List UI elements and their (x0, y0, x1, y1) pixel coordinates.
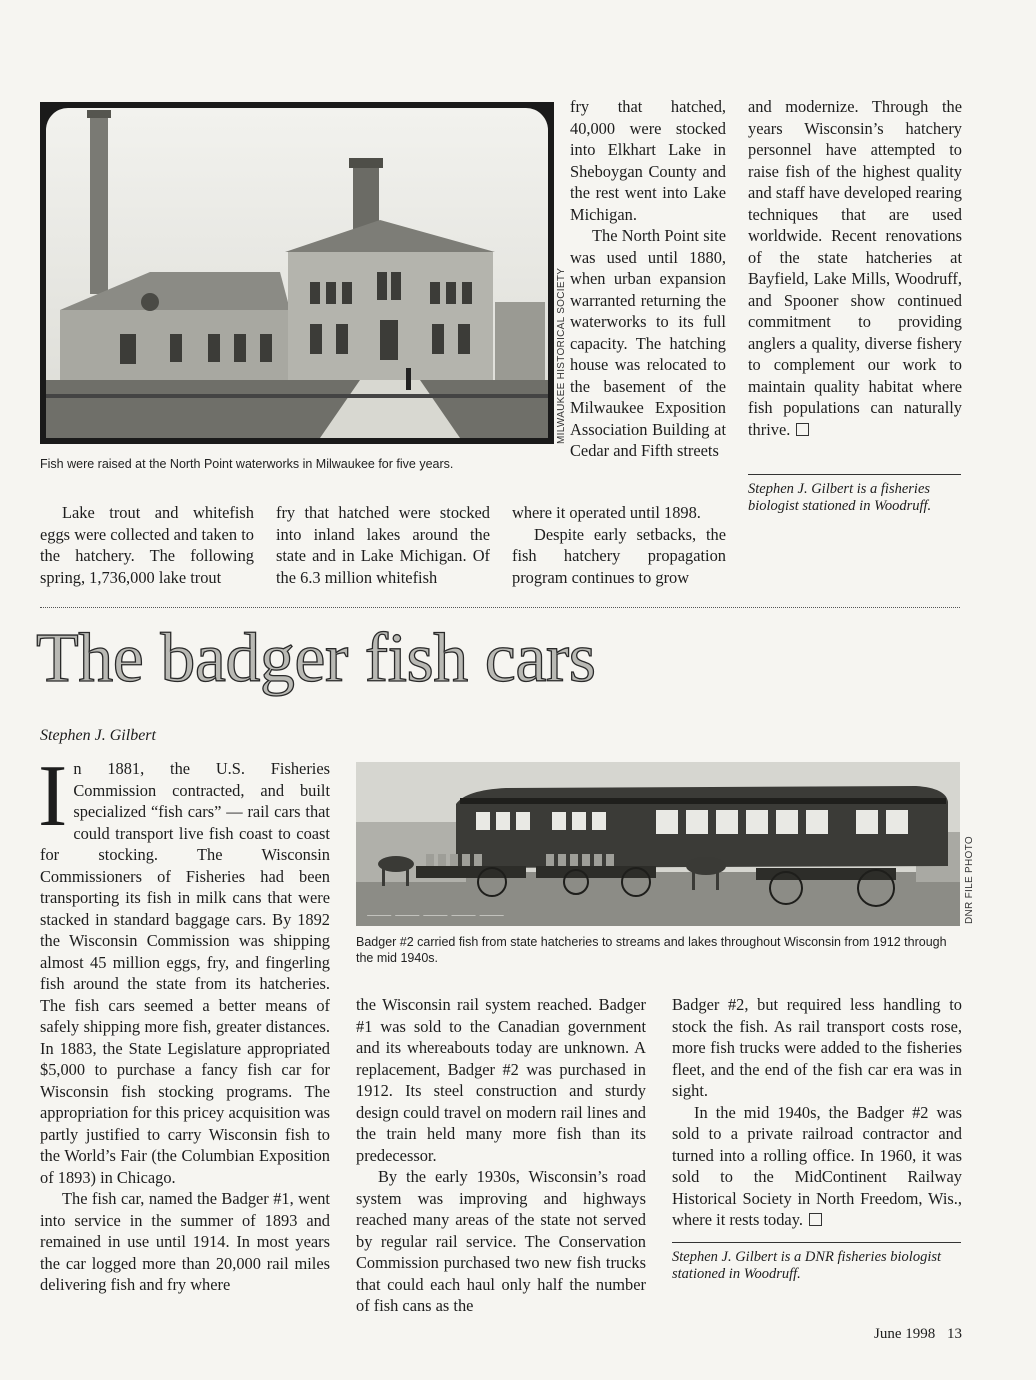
author-note: Stephen J. Gilbert is a DNR fisheries biologist stationed in Woodruff. (672, 1249, 942, 1282)
paragraph: the Wisconsin rail system reached. Badger #1 was sold to the Canadian government and its whereabouts today are unknown. A replacement, Badger #2 was purchased in 1912. Its steel construction and sturdy design could travel on modern rail lines and the train held many more fish than its predecessor. (356, 995, 646, 1165)
page-footer (820, 1326, 962, 1343)
badger-car-photo (356, 762, 960, 926)
paragraph: By the early 1930s, Wisconsin’s road system was improving and highways reached many areas of the state not served by regular rail service. The Conservation Commission purchased two new fish trucks that could each haul only half the number of fish cans as the (356, 1167, 646, 1315)
bottom-column-1 (38, 748, 330, 1296)
end-mark-icon (796, 423, 809, 436)
top-column-2 (276, 502, 490, 588)
waterworks-photo (40, 102, 554, 444)
section-divider (40, 607, 960, 608)
paragraph: The fish car, named the Badger #1, went into service in the summer of 1893 and remained in use until 1914. In most years the car logged more than 20,000 rail miles delivering fish and fry where (40, 1189, 330, 1294)
top-column-3-narrow (570, 96, 726, 462)
bottom-column-3 (672, 994, 962, 1231)
paragraph: fry that hatched, 40,000 were stocked into Elkhart Lake in Sheboygan County and the rest went into Lake Michigan. (570, 97, 726, 224)
byline: Stephen J. Gilbert (40, 727, 156, 744)
author-note-rule (748, 474, 961, 475)
paragraph-text: n 1881, the U.S. Fisheries Commission contracted, and built specialized “fish cars” — rail cars that could transport live fish coast to coast for stocking. The Wisconsin Commissioners of Fisheries had been transporting its fish in milk cans that were stacked in standard baggage cars. By 1892 the Wisconsin Commission was shipping almost 45 million eggs, fry, and fingerling fish around the state from its hatcheries. The fish cars seemed a better means of safely shipping more fish, greater distances. In 1883, the State Legislature appropriated $5,000 to purchase a fancy fish car for Wisconsin fish stocking programs. The appropriation for this pricey acquisition was partly justified to carry Wisconsin fish to the World’s Fair (the Columbian Exposition of 1893) in Chicago. (40, 759, 330, 1187)
paragraph: where it operated until 1898. (512, 503, 701, 522)
page-number: 13 (947, 1326, 962, 1342)
end-mark-icon (809, 1213, 822, 1226)
paragraph: The North Point site was used until 1880, when urban expansion warranted returning the waterworks to its full capacity. The hatching house was relocated to the basement of the Milwaukee Exposition Association Building at Cedar and Fifth streets (570, 226, 726, 460)
bottom-column-2 (356, 994, 646, 1317)
paragraph: Despite early setbacks, the fish hatchery propagation program continues to grow (512, 524, 726, 587)
paragraph (38, 748, 330, 1188)
badger-car-illustration (356, 762, 960, 926)
paragraph: Lake trout and whitefish eggs were collected and taken to the hatchery. The following spring, 1,736,000 lake trout (40, 503, 254, 587)
photo-caption: Badger #2 carried fish from state hatcheries to streams and lakes throughout Wisconsin from 1912 through the mid 1940s. (356, 935, 947, 965)
issue-date: June 1998 (874, 1326, 936, 1342)
drop-cap: I (38, 748, 68, 845)
author-note-rule (672, 1242, 961, 1243)
author-note: Stephen J. Gilbert is a fisheries biologist stationed in Woodruff. (748, 481, 932, 514)
svg-text:⸻ ⸻ ⸻ ⸻ ⸻: ⸻ ⸻ ⸻ ⸻ ⸻ (366, 910, 504, 921)
photo-caption: Fish were raised at the North Point waterworks in Milwaukee for five years. (40, 457, 454, 471)
waterworks-illustration (40, 102, 554, 444)
paragraph-text: and modernize. Through the years Wisconsin’s hatchery personnel have attempted to raise fish of the highest quality and staff have developed rearing techniques that are used worldwide. Recent renovations of the state hatcheries at Bayfield, Lake Mills, Woodruff, and Spooner show continued commitment to providing anglers a quality, diverse fishery to complement our work to maintain quality habitat where fish populations can naturally thrive. (748, 97, 962, 439)
paragraph (748, 96, 962, 440)
photo-credit: DNR FILE PHOTO (964, 836, 975, 924)
paragraph: Badger #2, but required less handling to stock the fish. As rail transport costs rose, more fish trucks were added to the fisheries fleet, and the end of the fish car era was in sight. (672, 995, 962, 1100)
top-column-3-wide (512, 502, 726, 588)
top-column-4 (748, 96, 962, 440)
photo-credit: MILWAUKEE HISTORICAL SOCIETY (556, 267, 567, 444)
article-title: The badger fish cars (36, 620, 596, 697)
paragraph-text: In the mid 1940s, the Badger #2 was sold to a private railroad contractor and turned into a rolling office. In 1960, it was sold to the MidContinent Railway Historical Society in North Freedom, Wis., where it rests today. (672, 1102, 962, 1229)
paragraph (672, 1102, 962, 1231)
top-column-1 (40, 502, 254, 588)
paragraph: fry that hatched were stocked into inland lakes around the state and in Lake Michigan. Of the 6.3 million whitefish (276, 503, 490, 587)
